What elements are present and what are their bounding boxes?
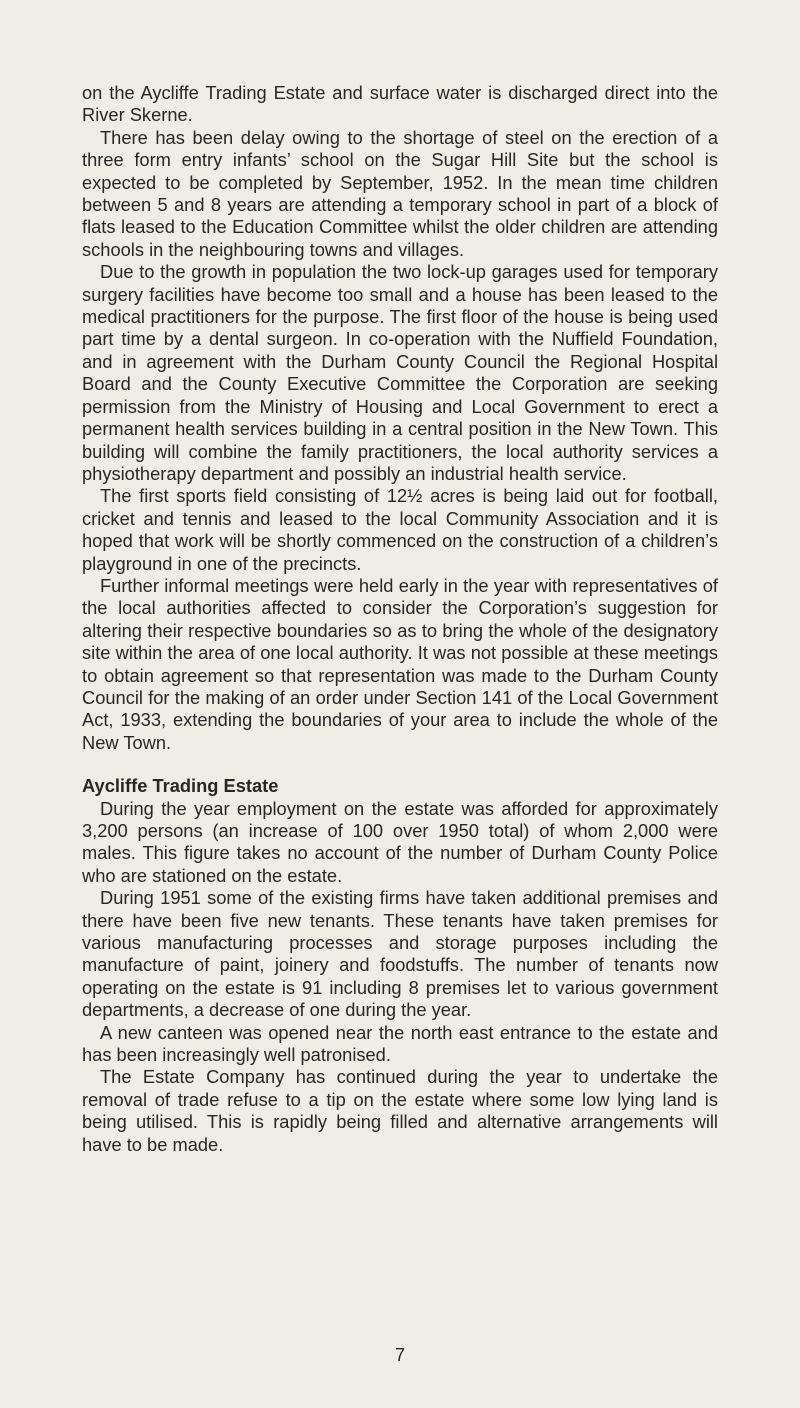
paragraph-sewerage-continuation: on the Aycliffe Trading Estate and surface water is discharged direct into the River Skerne.: [82, 82, 718, 126]
paragraph-infants-school: There has been delay owing to the shortage of steel on the erection of a three form entry infants’ school on the Sugar Hill Site but the school is expected to be completed by September, 1952. In the mean time children between 5 and 8 years are attending a temporary school in part of a block of flats leased to the Education Committee whilst the older children are attending schools in the neighbouring towns and villages.: [82, 126, 718, 260]
paragraph-health-services: Due to the growth in population the two lock-up garages used for temporary surgery facilities have become too small and a house has been leased to the medical practitioners for the purpose. The first floor of the house is being used part time by a dental surgeon. In co-operation with the Nuffield Foundation, and in agreement with the Durham County Council the Regional Hospital Board and the County Executive Committee the Corporation are seeking permission from the Ministry of Housing and Local Government to erect a permanent health services building in a central position in the New Town. This building will combine the family practitioners, the local authority services a physiotherapy department and possibly an industrial health service.: [82, 261, 718, 484]
section-trading-estate: [82, 775, 718, 1156]
paragraph-sports-field: The first sports field consisting of 12½ acres is being laid out for football, cricket and tennis and leased to the local Community Association and it is hoped that work will be shortly commenced on the construction of a children’s playground in one of the precincts.: [82, 485, 718, 574]
paragraph-boundaries: Further informal meetings were held early in the year with representatives of the local authorities affected to consider the Corporation’s suggestion for altering their respective boundaries so as to bring the whole of the designatory site within the area of one local authority. It was not possible at these meetings to obtain agreement so that representation was made to the Durham County Council for the making of an order under Section 141 of the Local Government Act, 1933, extending the boundaries of your area to include the whole of the New Town.: [82, 574, 718, 753]
page-number: 7: [394, 1345, 405, 1365]
paragraph-canteen: A new canteen was opened near the north east entrance to the estate and has been increasingly well patronised.: [82, 1021, 718, 1066]
paragraph-employment: During the year employment on the estate was afforded for approximately 3,200 persons (an increase of 100 over 1950 total) of whom 2,000 were males. This figure takes no account of the number of Durham County Police who are stationed on the estate.: [82, 797, 718, 886]
section-heading: Aycliffe Trading Estate: [82, 775, 279, 797]
paragraph-tenants: During 1951 some of the existing firms have taken additional premises and there have been five new tenants. These tenants have taken premises for various manufacturing processes and storage purposes including the manufacture of paint, joinery and foodstuffs. The number of tenants now operating on the estate is 91 including 8 premises let to various government departments, a decrease of one during the year.: [82, 887, 718, 1021]
section-new-town-services: [82, 82, 718, 754]
paragraph-trade-refuse: The Estate Company has continued during the year to undertake the removal of trade refuse to a tip on the estate where some low lying land is being utilised. This is rapidly being filled and alternative arrangements will have to be made.: [82, 1066, 718, 1155]
